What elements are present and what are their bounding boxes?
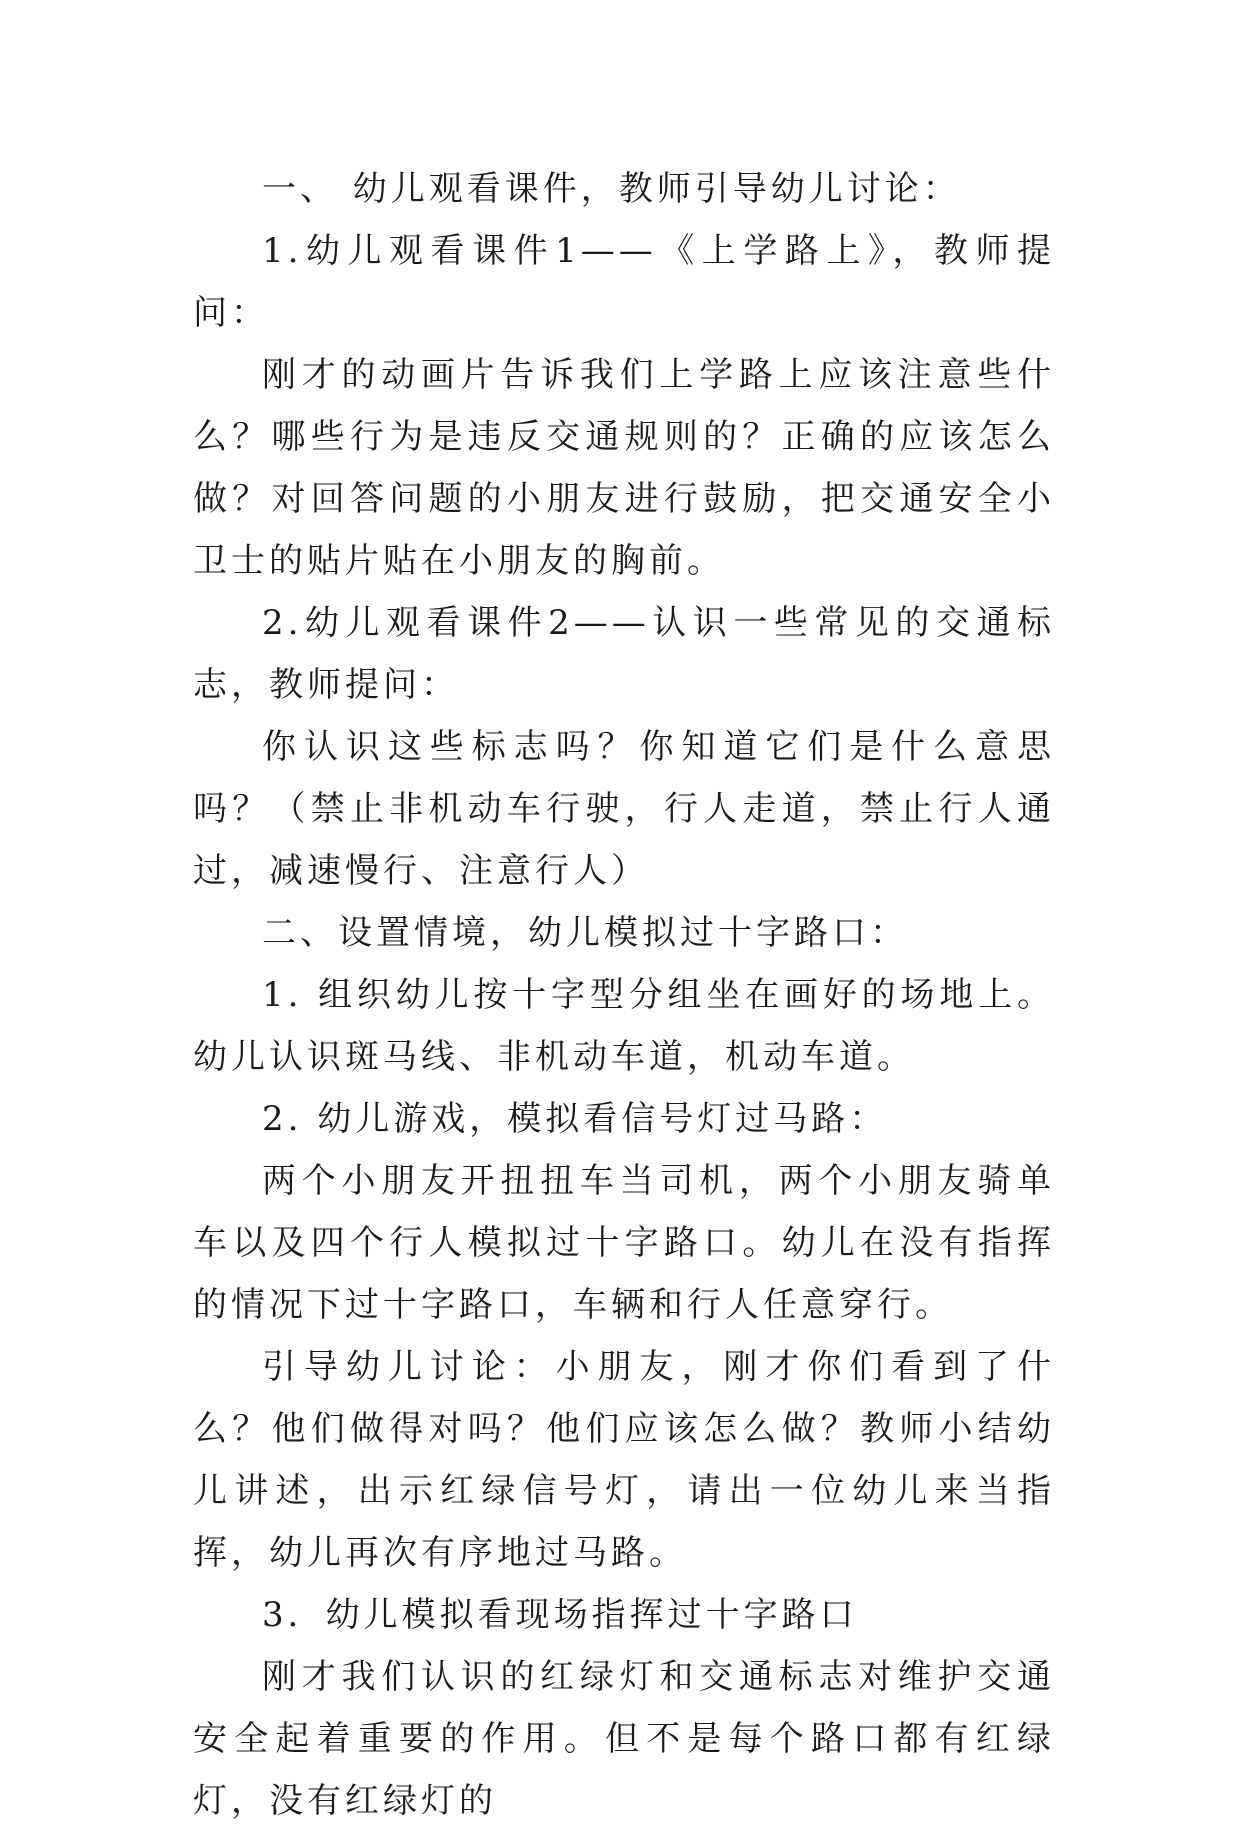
step-2-3: 3．幼儿模拟看现场指挥过十字路口	[262, 1595, 858, 1635]
section-heading-1: 一、 幼儿观看课件，教师引导幼儿讨论：	[262, 169, 961, 209]
paragraph-game: 两个小朋友开扭扭车当司机，两个小朋友骑单车以及四个行人模拟过十字路口。幼儿在没有指挥的情况下过十字路口，车辆和行人任意穿行。	[193, 1161, 1055, 1325]
document-body	[193, 158, 1055, 1832]
step-2-2: 2. 幼儿游戏，模拟看信号灯过马路：	[262, 1099, 888, 1139]
paragraph-questions-1: 刚才的动画片告诉我们上学路上应该注意些什么？哪些行为是违反交通规则的？正确的应该怎么做？对回答问题的小朋友进行鼓励，把交通安全小卫士的贴片贴在小朋友的胸前。	[193, 355, 1055, 581]
step-2-1: 1. 组织幼儿按十字型分组坐在画好的场地上。幼儿认识斑马线、非机动车道，机动车道。	[193, 975, 1055, 1077]
step-1-2: 2.幼儿观看课件2——认识一些常见的交通标志，教师提问：	[193, 603, 1055, 705]
paragraph-questions-2: 你认识这些标志吗？你知道它们是什么意思吗？（禁止非机动车行驶，行人走道，禁止行人通过，减速慢行、注意行人）	[193, 727, 1055, 891]
step-1-1: 1.幼儿观看课件1——《上学路上》，教师提问：	[193, 231, 1055, 333]
section-heading-2: 二、设置情境，幼儿模拟过十字路口：	[262, 913, 908, 953]
paragraph-conclusion: 刚才我们认识的红绿灯和交通标志对维护交通安全起着重要的作用。但不是每个路口都有红绿灯，没有红绿灯的	[193, 1657, 1055, 1821]
paragraph-discussion: 引导幼儿讨论：小朋友，刚才你们看到了什么？他们做得对吗？他们应该怎么做？教师小结幼儿讲述，出示红绿信号灯，请出一位幼儿来当指挥，幼儿再次有序地过马路。	[193, 1347, 1055, 1573]
